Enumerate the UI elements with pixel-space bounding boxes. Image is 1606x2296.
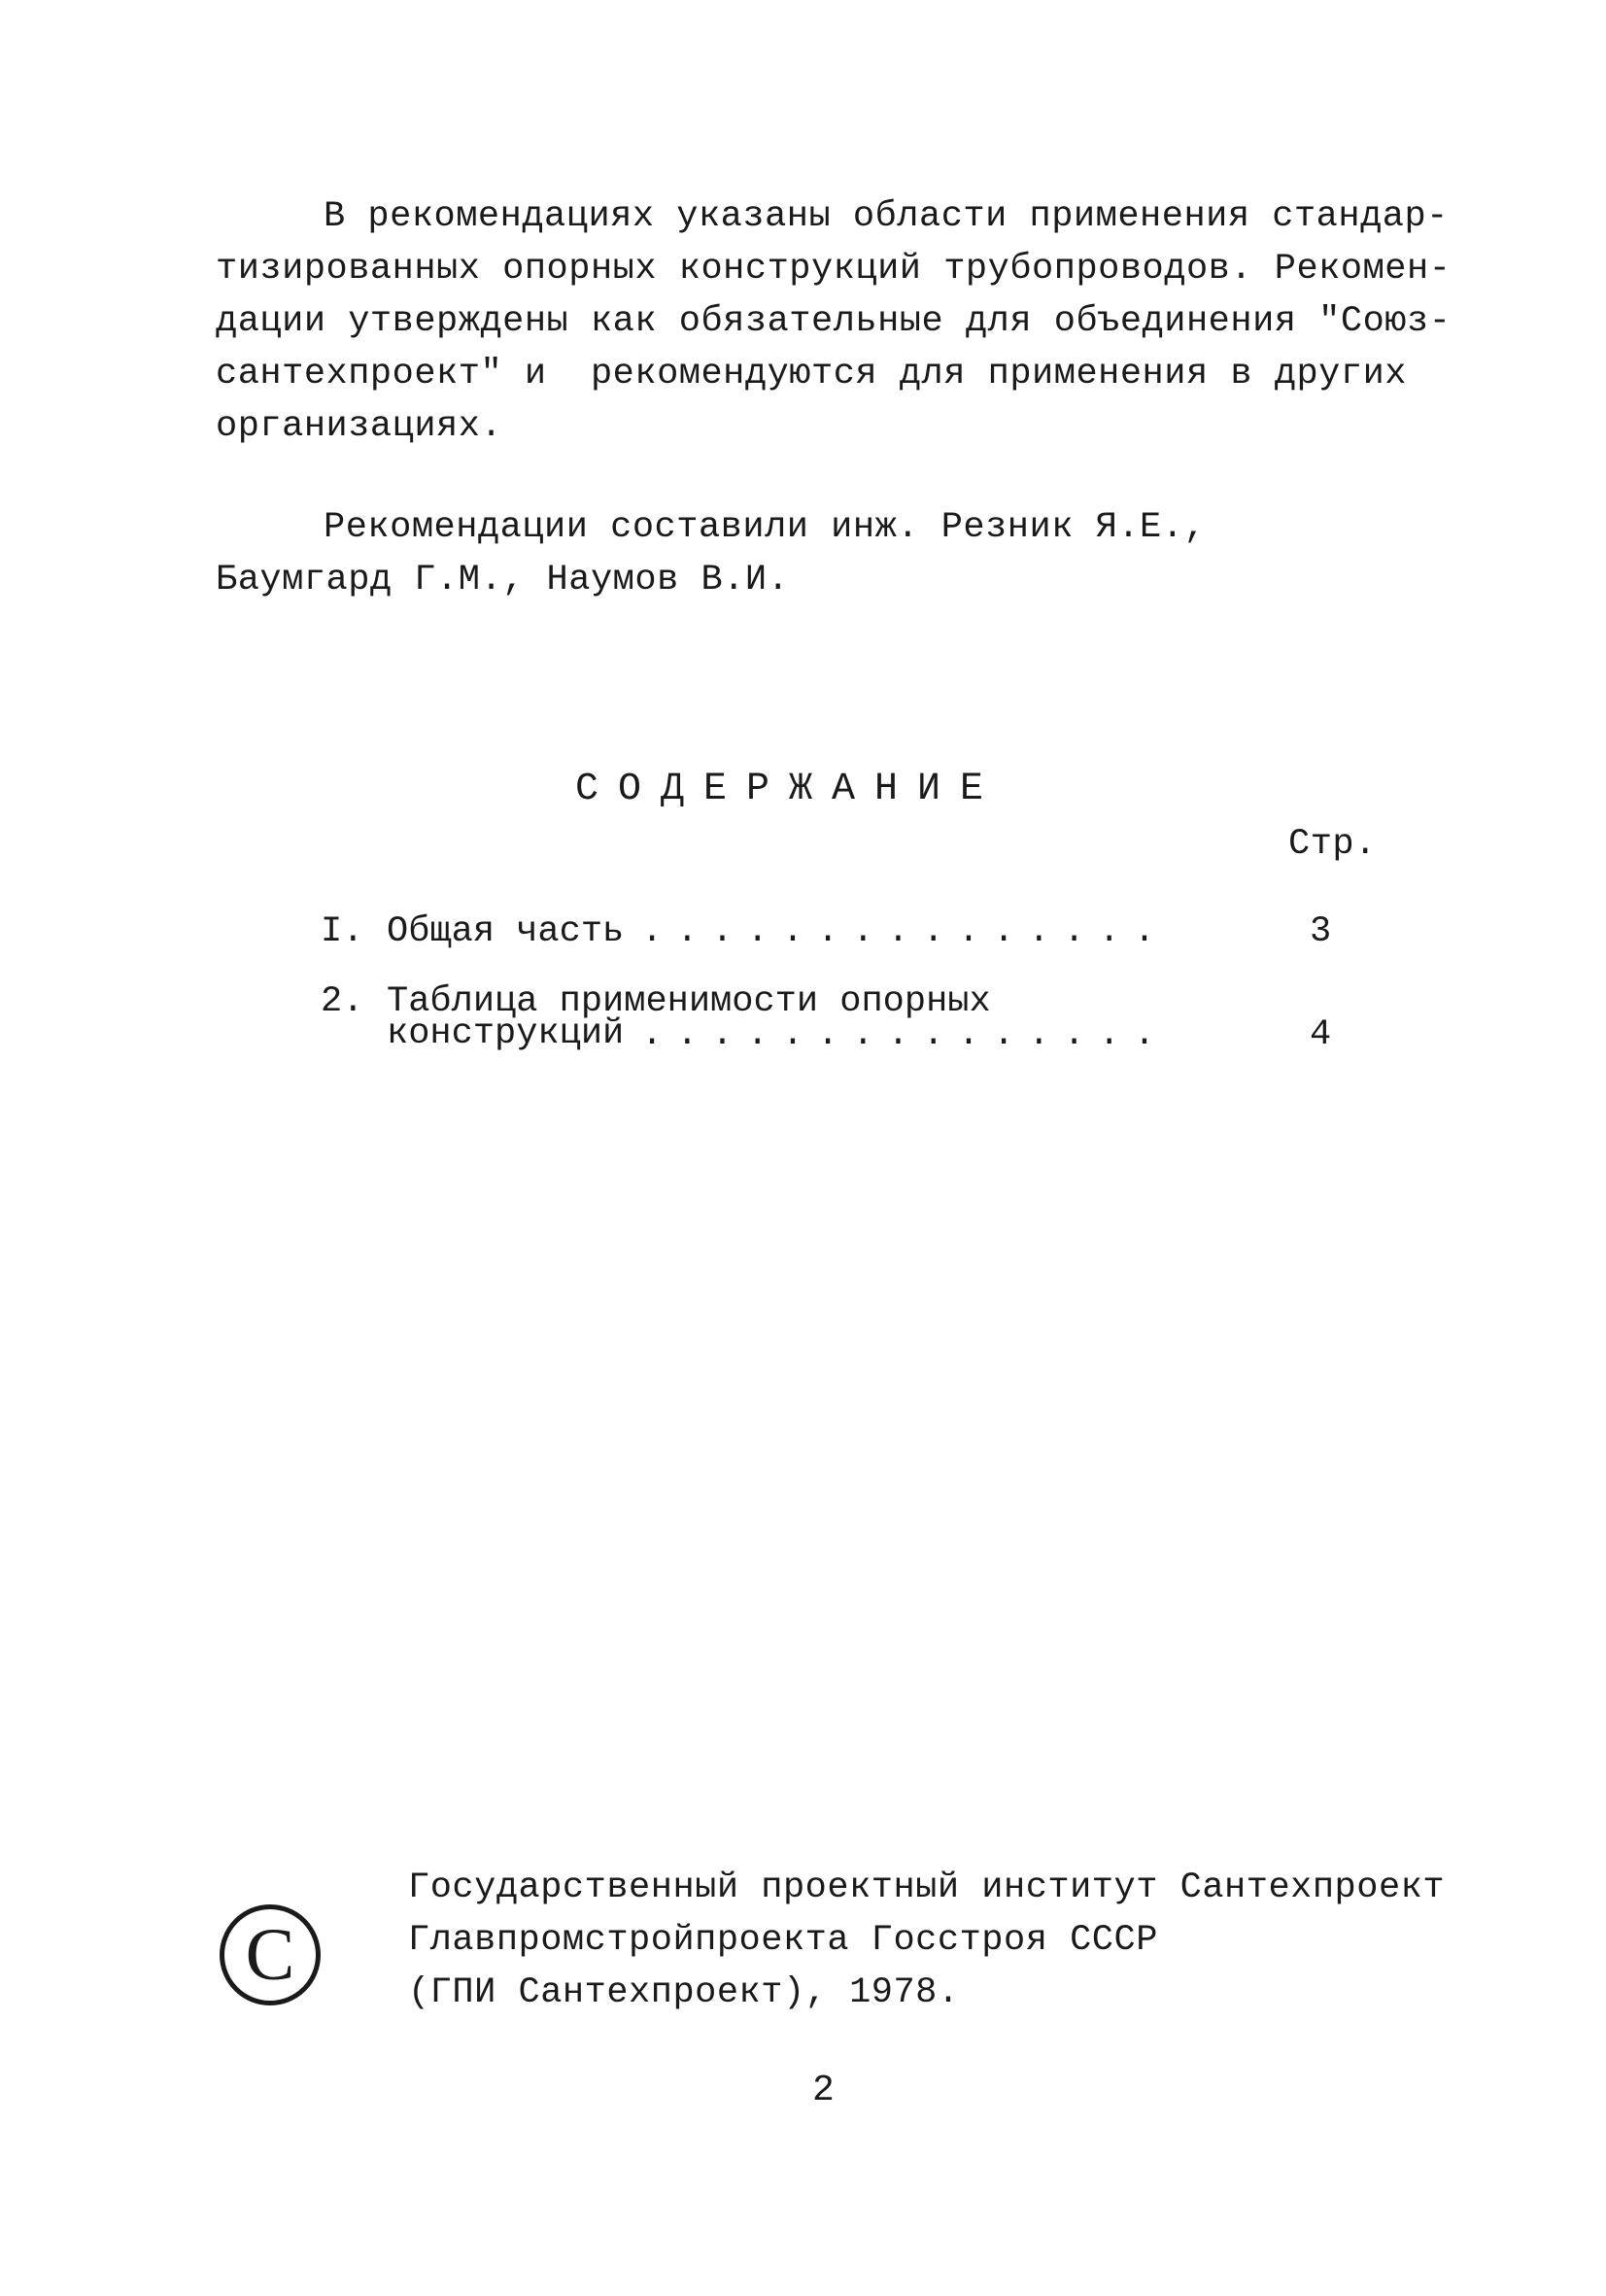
toc-leader-dots: ............... <box>641 1014 1170 1055</box>
authors-line-1: Рекомендации составили инж. Резник Я.Е., <box>324 507 1207 548</box>
page-column-label: Стр. <box>1288 824 1377 865</box>
toc-item-number: 2. <box>321 981 364 1022</box>
toc-item-title: Общая часть <box>387 911 625 952</box>
toc-item-title-line-1: Таблица применимости опорных <box>387 981 991 1022</box>
copyright-line-3: (ГПИ Сантехпроект), 1978. <box>408 1972 960 2013</box>
page-number: 2 <box>812 2070 835 2111</box>
toc-item-page: 3 <box>1310 911 1332 952</box>
toc-item-page: 4 <box>1310 1014 1332 1055</box>
copyright-line-2: Главпромстройпроекта Госстроя СССР <box>408 1920 1158 1961</box>
copyright-letter: C <box>245 1914 295 1996</box>
copyright-line-1: Государственный проектный институт Сантехпроект <box>408 1868 1446 1908</box>
toc-item-number: I. <box>321 911 364 952</box>
intro-line-5: организациях. <box>216 406 503 447</box>
authors-line-2: Баумгард Г.М., Наумов В.И. <box>216 560 790 600</box>
intro-line-3: дации утверждены как обязательные для объединения "Союз- <box>216 301 1452 342</box>
intro-line-2: тизированных опорных конструкций трубопроводов. Рекомен- <box>216 249 1452 290</box>
toc-leader-dots: ............... <box>641 911 1170 952</box>
intro-line-1: В рекомендациях указаны области применения стандар- <box>324 196 1449 237</box>
copyright-icon <box>220 1904 321 2005</box>
toc-item-title-line-2: конструкций <box>387 1013 625 1054</box>
contents-heading: СОДЕРЖАНИЕ <box>575 768 1004 811</box>
intro-line-4: сантехпроект" и рекомендуются для применения в других <box>216 354 1407 394</box>
